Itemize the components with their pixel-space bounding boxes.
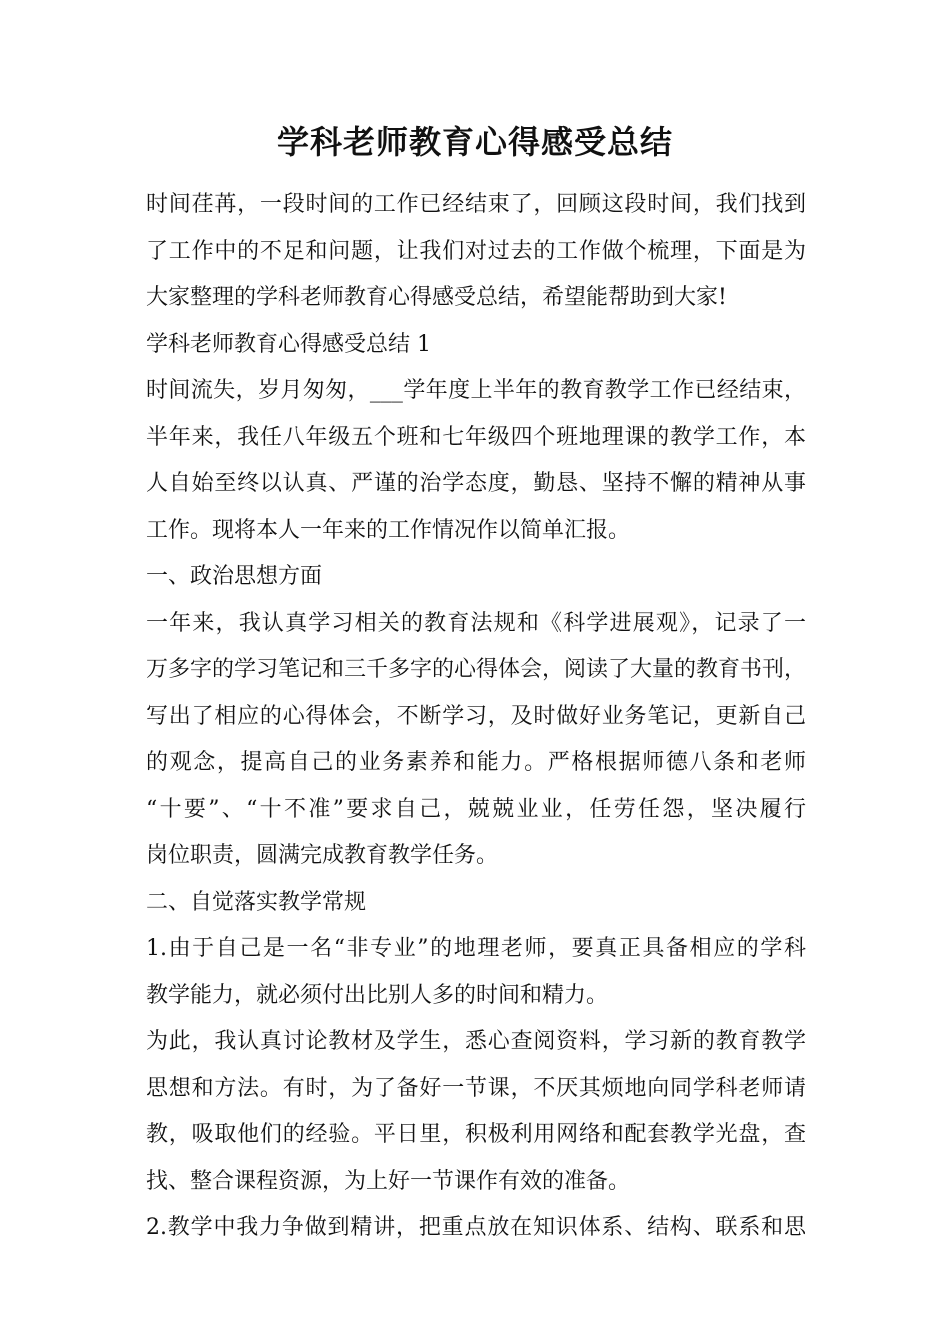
paragraph-line: 2.教学中我力争做到精讲，把重点放在知识体系、结构、联系和思 — [146, 1215, 806, 1240]
paragraph-line: 时间荏苒，一段时间的工作已经结束了，回顾这段时间，我们找到 — [146, 192, 806, 217]
paragraph-line: 的观念，提高自己的业务素养和能力。严格根据师德八条和老师 — [146, 750, 806, 775]
document-body — [146, 182, 806, 1252]
paragraph-line: 1.由于自己是一名“非专业”的地理老师，要真正具备相应的学科 — [146, 936, 806, 961]
paragraph-line: “十要”、“十不准”要求自己，兢兢业业，任劳任怨，坚决履行 — [146, 796, 806, 822]
paragraph-line: 半年来，我任八年级五个班和七年级四个班地理课的教学工作，本 — [146, 424, 806, 450]
paragraph-line: 找、整合课程资源，为上好一节课作有效的准备。 — [146, 1168, 631, 1194]
paragraph-line: 万多字的学习笔记和三千多字的心得体会，阅读了大量的教育书刊， — [146, 657, 806, 682]
paragraph-line: 教，吸取他们的经验。平日里，积极利用网络和配套教学光盘，查 — [146, 1122, 806, 1147]
paragraph-line: 思想和方法。有时，为了备好一节课，不厌其烦地向同学科老师请 — [146, 1075, 806, 1101]
paragraph-line: 工作。现将本人一年来的工作情况作以简单汇报。 — [146, 517, 631, 543]
paragraph-line: 为此，我认真讨论教材及学生，悉心查阅资料，学习新的教育教学 — [146, 1029, 806, 1054]
paragraph-line: 了工作中的不足和问题，让我们对过去的工作做个梳理，下面是为 — [146, 238, 806, 264]
section-heading: 二、自觉落实教学常规 — [146, 889, 367, 915]
document-title: 学科老师教育心得感受总结 — [276, 123, 673, 161]
section-heading: 学科老师教育心得感受总结 1 — [146, 331, 431, 357]
paragraph-line: 一年来，我认真学习相关的教育法规和《科学进展观》，记录了一 — [146, 610, 806, 636]
paragraph-line: 大家整理的学科老师教育心得感受总结，希望能帮助到大家! — [146, 285, 727, 310]
paragraph-line: 时间流失，岁月匆匆，___学年度上半年的教育教学工作已经结束， — [146, 378, 806, 403]
paragraph-line: 岗位职责，圆满完成教育教学任务。 — [146, 843, 499, 868]
paragraph-line: 教学能力，就必须付出比别人多的时间和精力。 — [146, 982, 609, 1008]
section-heading: 一、政治思想方面 — [146, 564, 323, 589]
paragraph-line: 人自始至终以认真、严谨的治学态度，勤恳、坚持不懈的精神从事 — [146, 471, 806, 496]
paragraph-line: 写出了相应的心得体会，不断学习，及时做好业务笔记，更新自己 — [146, 703, 806, 729]
